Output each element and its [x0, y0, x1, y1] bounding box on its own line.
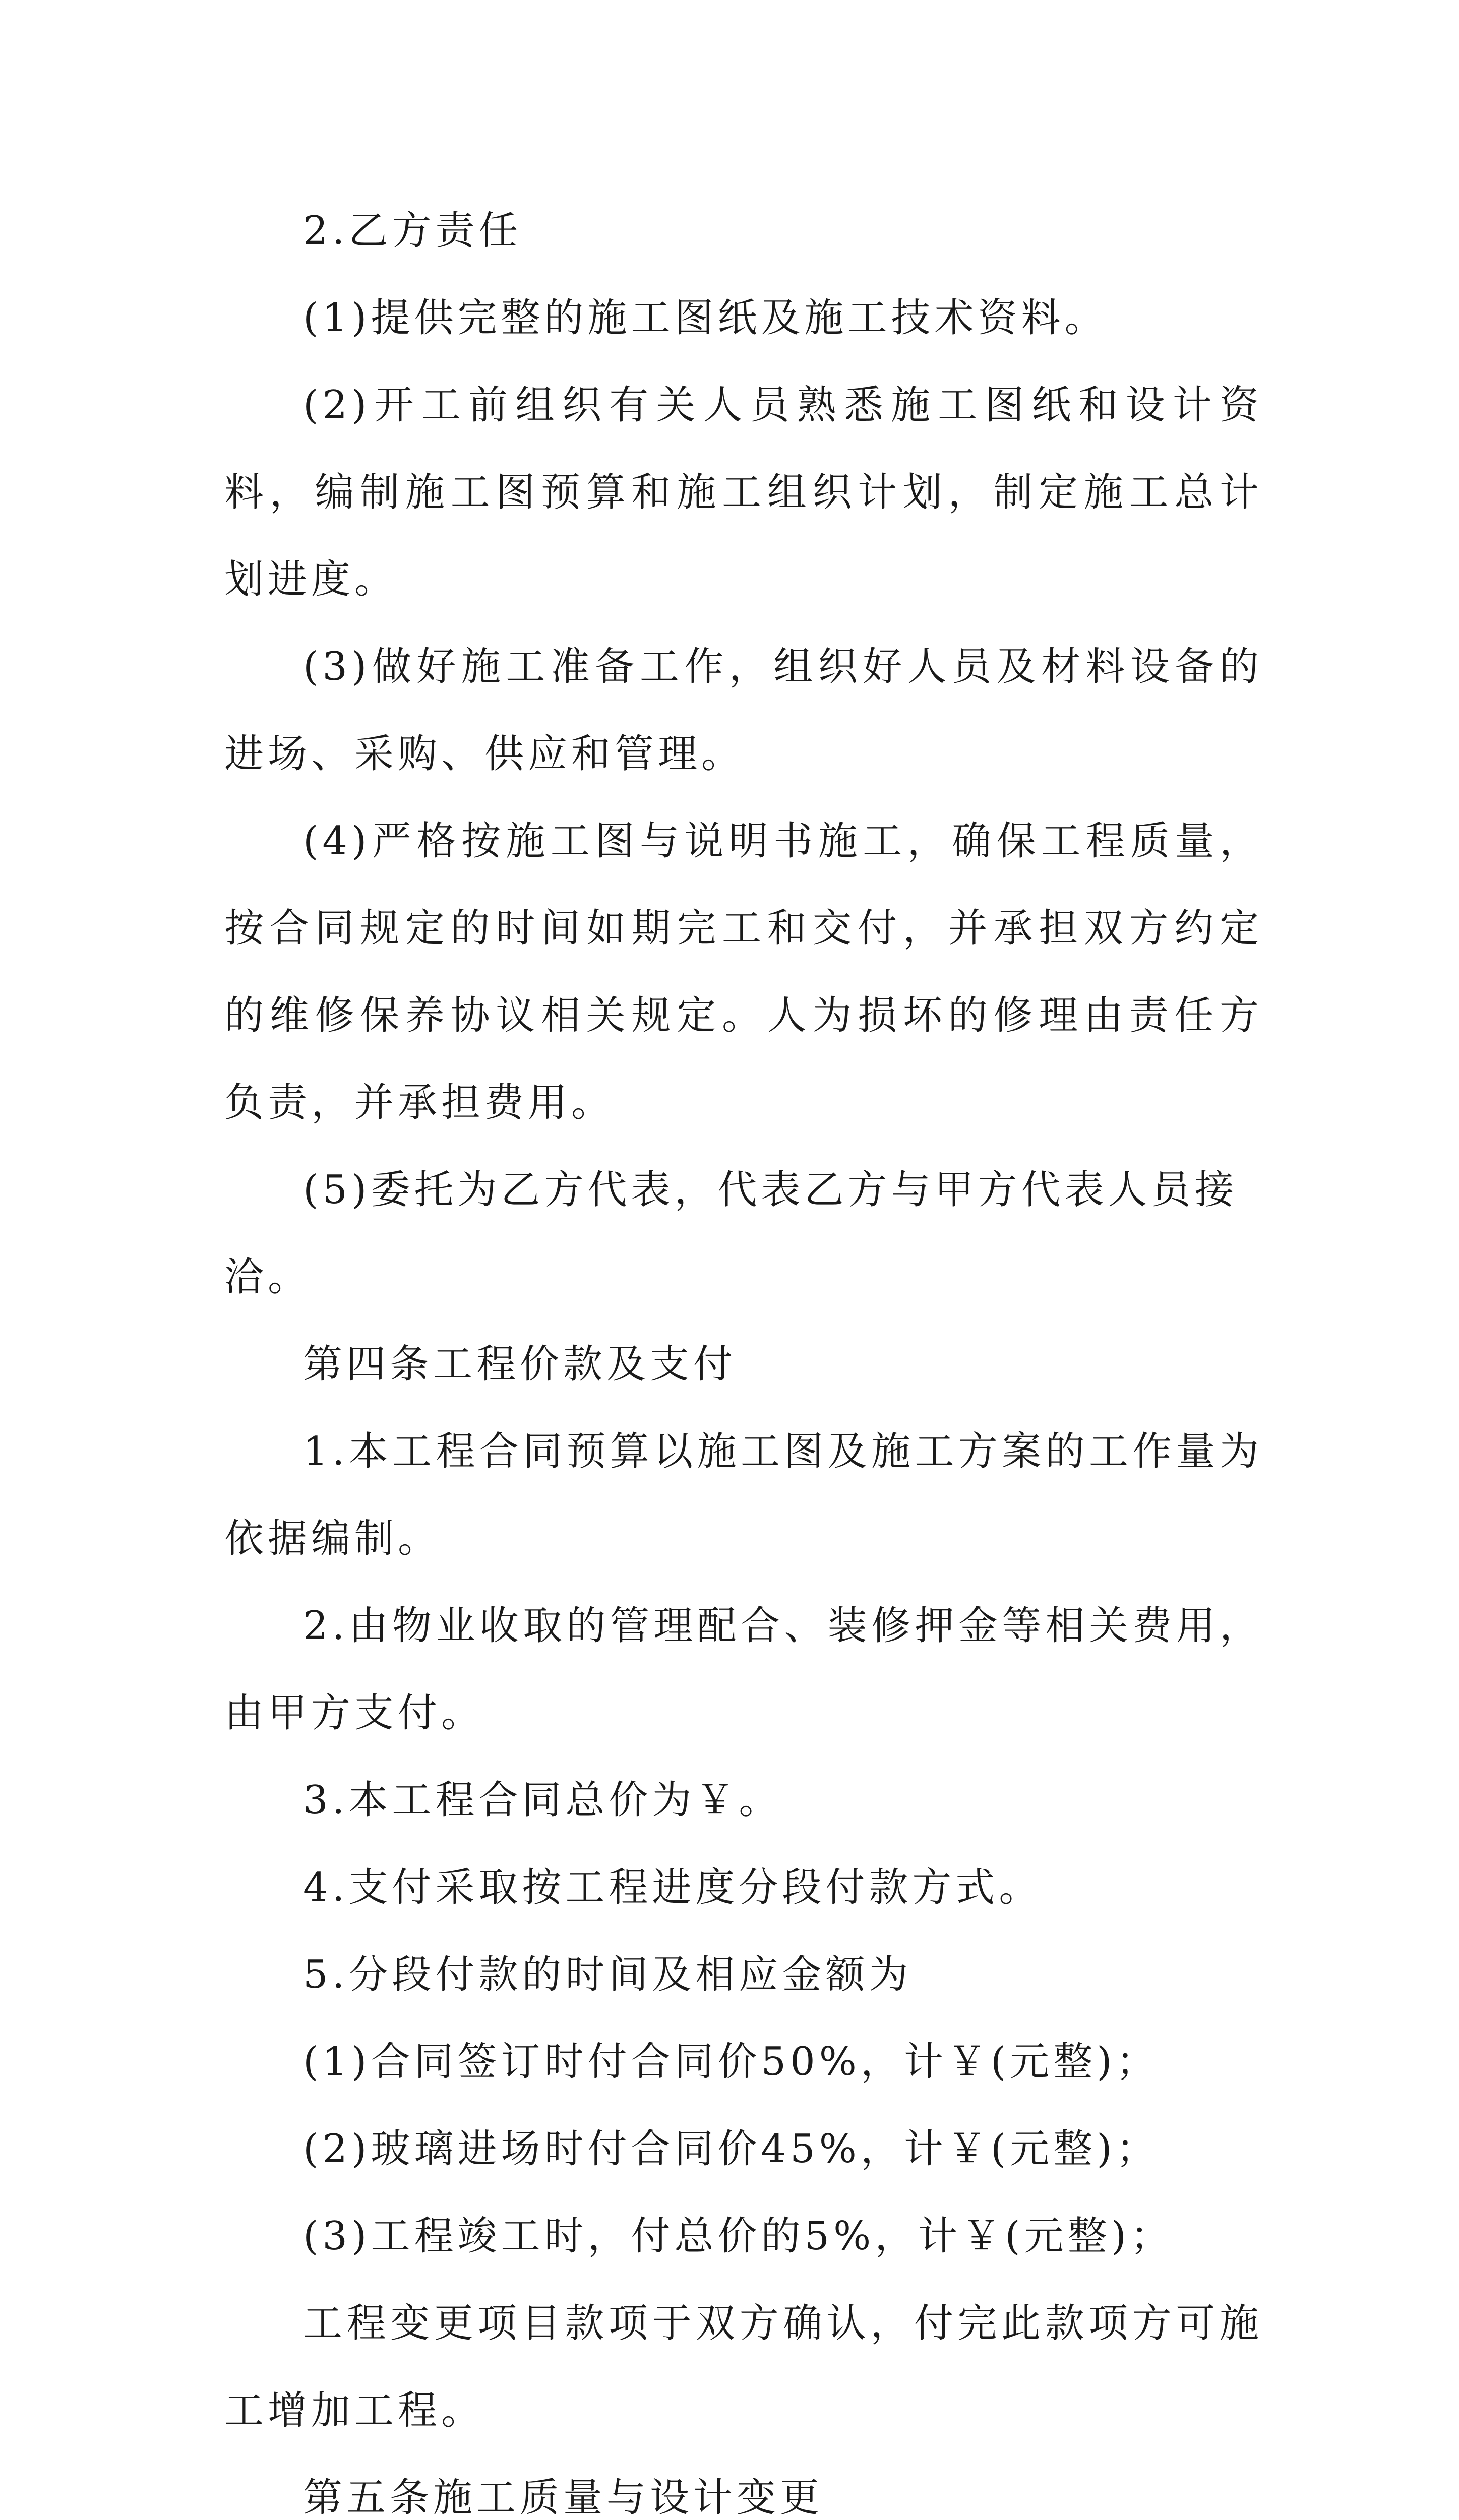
- clause-item: 3.本工程合同总价为￥。: [303, 1778, 782, 1823]
- clause-item: 5.分段付款的时间及相应金额为: [303, 1952, 913, 1997]
- clause-item: 4.支付采取按工程进度分段付款方式。: [303, 1865, 1043, 1910]
- clause-item: 2.由物业收取的管理配合、装修押金等相关费用，由甲方支付。: [224, 1603, 1263, 1736]
- clause-item: (4)严格按施工图与说明书施工，确保工程质量，按合同规定的时间如期完工和交付，并承担双方约定的维修保养协议相关规定。人为损坏的修理由责任方负责，并承担费用。: [224, 818, 1263, 1125]
- clause-item: (1)提供完整的施工图纸及施工技术资料。: [303, 295, 1108, 341]
- payment-installment: (2)玻璃进场时付合同价45%，计￥(元整)；: [303, 2126, 1160, 2172]
- clause-item: (2)开工前组织有关人员熟悉施工图纸和设计资料，编制施工图预算和施工组织计划，制定施工总计划进度。: [224, 383, 1263, 602]
- article-heading-price-and-payment: 第四条工程价款及支付: [303, 1342, 737, 1387]
- article-heading-quality-and-design-change: 第五条施工质量与设计变更: [303, 2475, 824, 2520]
- payment-installment: (1)合同签订时付合同价50%，计￥(元整)；: [303, 2039, 1160, 2085]
- clause-item: 1.本工程合同预算以施工图及施工方案的工作量为依据编制。: [224, 1429, 1263, 1561]
- clause-item: (3)做好施工准备工作，组织好人员及材料设备的进场、采购、供应和管理。: [224, 644, 1263, 777]
- payment-installment: (3)工程竣工时，付总价的5%，计￥(元整)；: [303, 2214, 1174, 2259]
- document-body: [224, 187, 1263, 2520]
- clause-item: 工程变更项目款项于双方确认，付完此款项方可施工增加工程。: [224, 2301, 1263, 2433]
- section-heading-party-b-responsibilities: 2.乙方责任: [303, 208, 522, 254]
- clause-item: (5)委托为乙方代表，代表乙方与甲方代表人员接洽。: [224, 1167, 1238, 1300]
